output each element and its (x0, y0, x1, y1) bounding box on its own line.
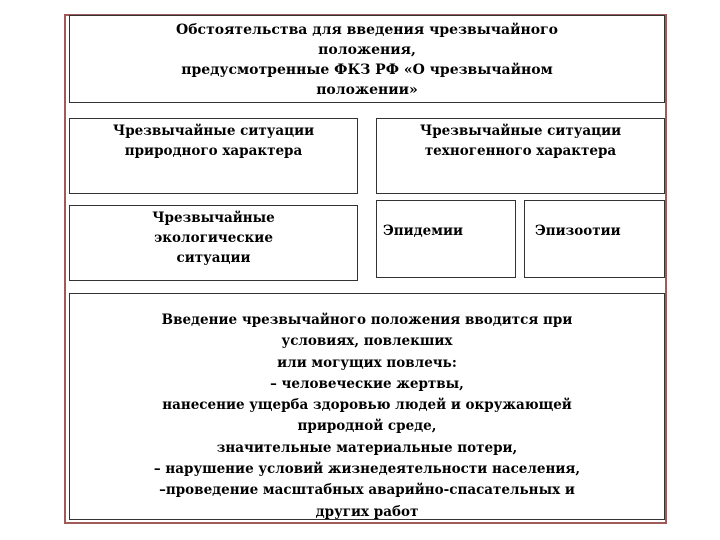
title-line: положения, (318, 42, 416, 58)
technogenic-line: техногенного характера (424, 143, 617, 159)
conditions-line: – нарушение условий жизнедеятельности населения, (153, 461, 581, 478)
technogenic-line: Чрезвычайные ситуации (419, 123, 622, 139)
conditions-line: нанесение ущерба здоровью людей и окружающей (162, 397, 572, 414)
ecological-line: экологические (154, 230, 273, 246)
conditions-line: или могущих повлечь: (277, 354, 457, 371)
title-line: предусмотренные ФКЗ РФ «О чрезвычайном (181, 62, 553, 78)
title-box (69, 15, 665, 103)
ecological-line: ситуации (176, 250, 251, 266)
conditions-line: других работ (315, 503, 419, 520)
ecological-line: Чрезвычайные (152, 210, 275, 226)
conditions-line: природной среде, (297, 418, 437, 435)
epizootics-box (524, 200, 665, 278)
title-line: Обстоятельства для введения чрезвычайного (176, 22, 558, 38)
conditions-line: Введение чрезвычайного положения вводится при (161, 312, 573, 328)
conditions-line: –проведение масштабных аварийно-спасательных и (159, 482, 575, 499)
conditions-line: условиях, повлекших (281, 333, 453, 350)
natural-line: природного характера (124, 143, 303, 159)
title-line: положении» (316, 82, 418, 98)
epizootics-label: Эпизоотии (535, 223, 621, 239)
natural-line: Чрезвычайные ситуации (112, 123, 315, 139)
ecological-emergencies-box (69, 205, 358, 281)
epidemics-label: Эпидемии (383, 223, 463, 239)
conditions-line: значительные материальные потери, (216, 439, 518, 456)
epidemics-box (376, 200, 516, 278)
natural-emergencies-box (69, 118, 358, 194)
conditions-line: – человеческие жертвы, (270, 375, 464, 392)
conditions-box (69, 293, 665, 520)
technogenic-emergencies-box (376, 118, 665, 194)
